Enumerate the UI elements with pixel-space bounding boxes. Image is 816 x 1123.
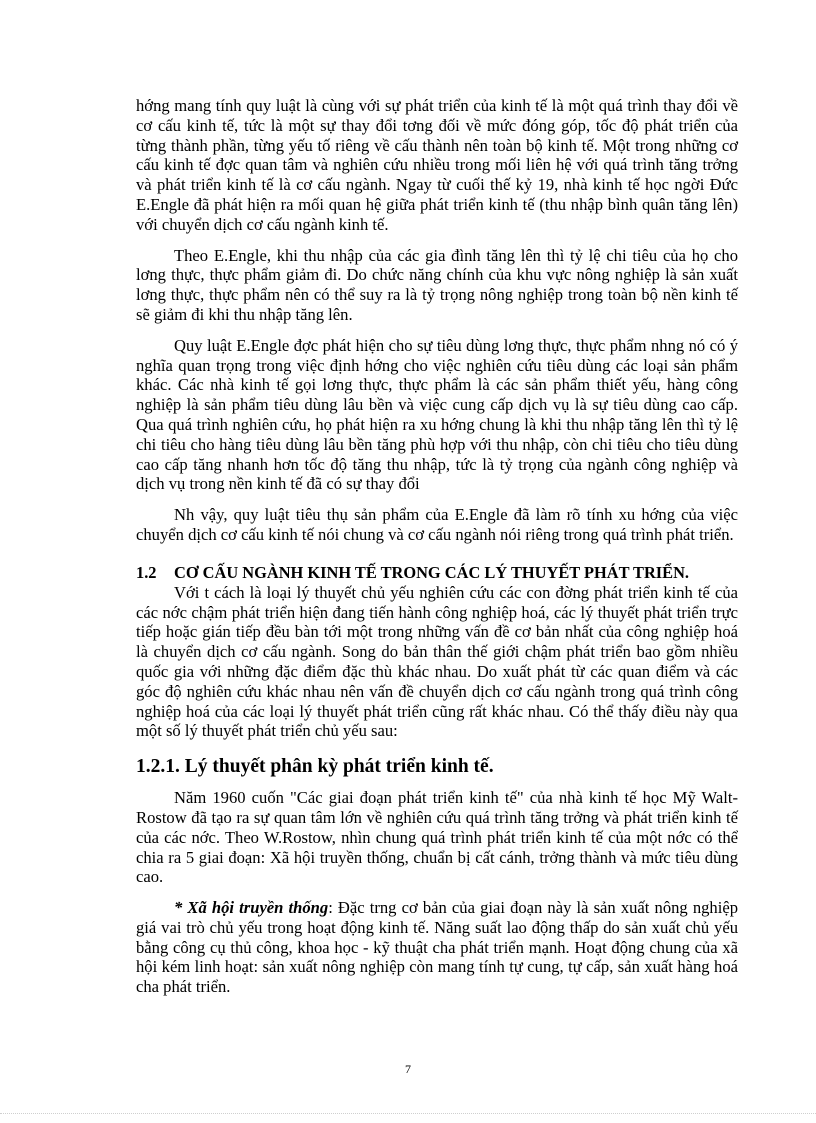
term-description: : Đặc trng cơ bản của giai đoạn này là sản xuất nông nghiệp giá vai trò chủ yếu trong hoạt động kinh tế. Năng suất lao động thấp do sản xuất chủ yếu bằng công cụ thủ công, khoa học - kỹ thuật cha phát triển mạnh. Hoạt động chung của xã hội kém linh hoạt: sản xuất nông nghiệp còn mang tính tự cung, tự cấp, sản xuất hàng hoá cha phát triển. [136, 898, 738, 997]
paragraph: Nh vậy, quy luật tiêu thụ sản phẩm của E.Engle đã làm rõ tính xu hớng của việc chuyển dịch cơ cấu kinh tế nói chung và cơ cấu ngành nói riêng trong quá trình phát triển. [136, 505, 738, 544]
page-number: 7 [405, 1062, 411, 1076]
paragraph: Năm 1960 cuốn "Các giai đoạn phát triển kinh tế" của nhà kinh tế học Mỹ Walt-Rostow đã tạo ra sự quan tâm lớn về nghiên cứu quá trình tăng trởng và phát triển kinh tế của các nớc. Theo W.Rostow, nhìn chung quá trình phát triển kinh tế của một nớc có thể chia ra 5 giai đoạn: Xã hội truyền thống, chuẩn bị cất cánh, trởng thành và mức tiêu dùng cao. [136, 788, 738, 887]
paragraph: Với t cách là loại lý thuyết chủ yếu nghiên cứu các con đờng phát triển kinh tế của các nớc chậm phát triển hiện đang tiến hành công nghiệp hoá, các lý thuyết phát triển trực tiếp hoặc gián tiếp đều bàn tới một trong những vấn đề cơ bản nhất của công nghiệp hoá là chuyển dịch cơ cấu ngành. Song do bản thân thế giới chậm phát triển bao gồm nhiều quốc gia với những đặc điểm đặc thù khác nhau. Do xuất phát từ các quan điểm và các góc độ nghiên cứu khác nhau nên vấn đề chuyển dịch cơ cấu ngành trong quá trình công nghiệp hoá của các loại lý thuyết phát triển cũng rất khác nhau. Có thể thấy điều này qua một số lý thuyết phát triển chủ yếu sau: [136, 582, 738, 741]
section-number: 1.2 [136, 562, 157, 582]
page-bottom-border [0, 1113, 816, 1114]
term-label: * Xã hội truyền thống [174, 898, 329, 918]
paragraph: Quy luật E.Engle đợc phát hiện cho sự tiêu dùng lơng thực, thực phẩm nhng nó có ý nghĩa quan trọng trong việc định hớng cho việc nghiên cứu tiêu dùng các loại sản phẩm khác. Các nhà kinh tế gọi lơng thực, thực phẩm là các sản phẩm thiết yếu, hàng công nghiệp là sản phẩm tiêu dùng lâu bền và việc cung cấp dịch vụ là sự tiêu dùng cao cấp. Qua quá trình nghiên cứu, họ phát hiện ra xu hớng chung là khi thu nhập tăng lên thì tỷ lệ chi tiêu cho hàng tiêu dùng lâu bền tăng phù hợp với thu nhập, còn chi tiêu cho tiêu dùng cao cấp tăng nhanh hơn tốc độ tăng thu nhập, tức là tỷ trọng của ngành công nghiệp và dịch vụ trong nền kinh tế đã có sự thay đổi [136, 335, 738, 494]
subsection-heading: 1.2.1. Lý thuyết phân kỳ phát triển kinh tế. [136, 756, 494, 778]
paragraph [136, 898, 738, 997]
section-title: CƠ CẤU NGÀNH KINH TẾ TRONG CÁC LÝ THUYẾT PHÁT TRIỂN. [174, 562, 690, 582]
paragraph: Theo E.Engle, khi thu nhập của các gia đình tăng lên thì tỷ lệ chi tiêu của họ cho lơng thực, thực phẩm giảm đi. Do chức năng chính của khu vực nông nghiệp là sản xuất lơng thực, thực phẩm nên có thể suy ra là tỷ trọng nông nghiệp trong toàn bộ nền kinh tế sẽ giảm đi khi thu nhập tăng lên. [136, 245, 738, 324]
paragraph: hớng mang tính quy luật là cùng với sự phát triển của kinh tế là một quá trình thay đổi về cơ cấu kinh tế, tức là một sự thay đổi tơng đối về mức đóng góp, tốc độ phát triển của từng thành phần, từng yếu tố riêng về cấu thành nên toàn bộ kinh tế. Một trong những cơ cấu kinh tế đợc quan tâm và nghiên cứu nhiều trong mối liên hệ với quá trình tăng trởng và phát triển kinh tế là cơ cấu ngành. Ngay từ cuối thế kỷ 19, nhà kinh tế học ngời Đức E.Engle đã phát hiện ra mối quan hệ giữa phát triển kinh tế (thu nhập bình quân tăng lên) với chuyển dịch cơ cấu ngành kinh tế. [136, 96, 738, 234]
document-page [136, 96, 738, 997]
section-heading [136, 563, 738, 583]
